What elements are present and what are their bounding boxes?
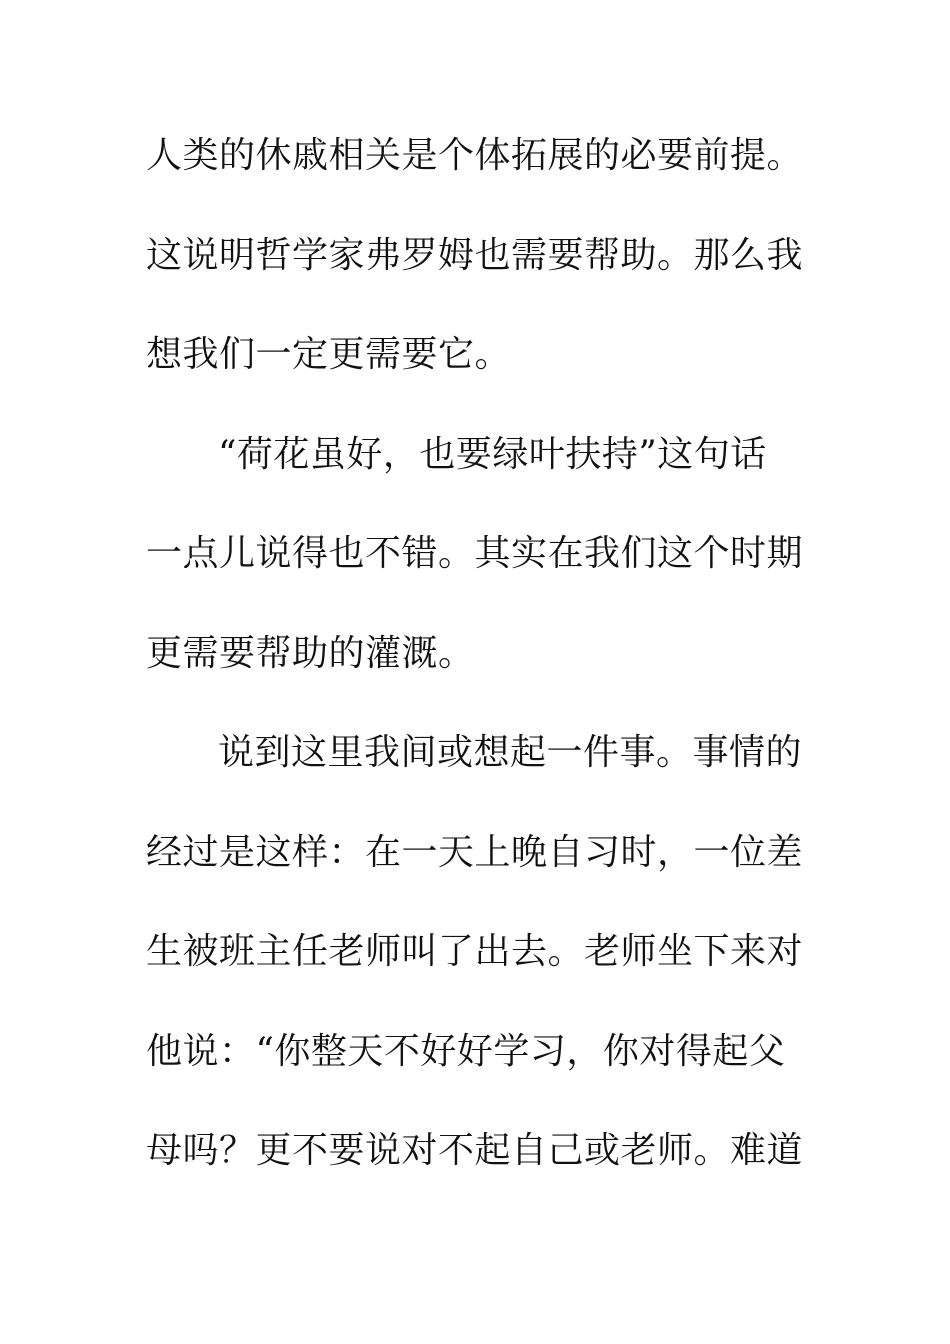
text-line: “荷花虽好，也要绿叶扶持”这句话: [218, 433, 767, 475]
text-line: 人类的休戚相关是个体拓展的必要前提。: [146, 135, 804, 176]
text-line: 更需要帮助的灌溉。: [146, 632, 475, 674]
text-line: 生被班主任老师叫了出去。老师坐下来对: [146, 931, 804, 972]
text-line: 说到这里我间或想起一件事。事情的: [218, 732, 803, 773]
text-line: 经过是这样：在一天上晚自习时，一位差: [146, 831, 804, 873]
text-line: 一点儿说得也不错。其实在我们这个时期: [146, 533, 804, 574]
text-line: 母吗？更不要说对不起自己或老师。难道: [146, 1130, 804, 1171]
text-line: 他说：“你整天不好好学习，你对得起父: [146, 1030, 786, 1072]
body-text: [146, 106, 808, 1201]
text-line: 这说明哲学家弗罗姆也需要帮助。那么我: [146, 234, 804, 276]
text-line: 想我们一定更需要它。: [146, 334, 512, 375]
